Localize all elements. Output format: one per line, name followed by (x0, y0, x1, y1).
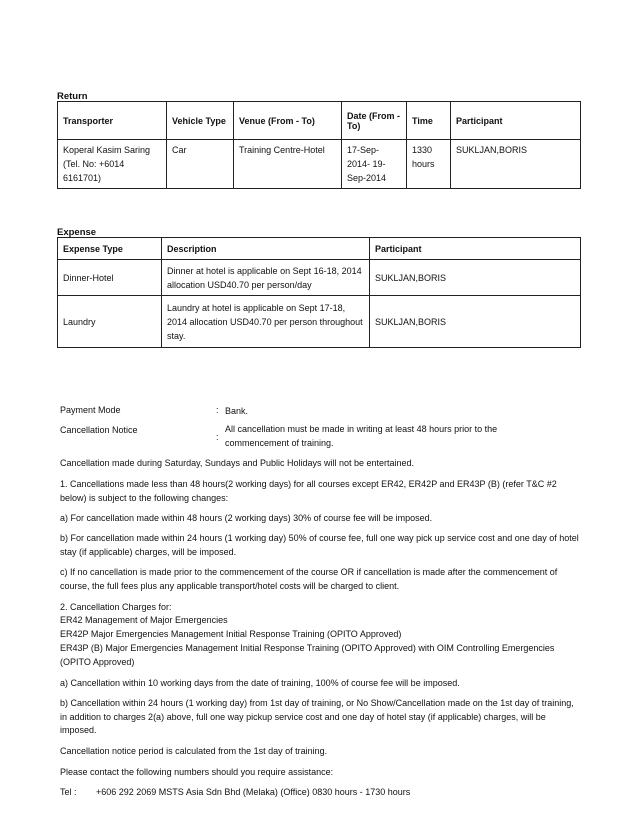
terms-paragraph-a: a) For cancellation made within 48 hours (2 working days) 30% of course fee will be imposed. (60, 513, 433, 523)
return-header-participant: Participant (451, 102, 581, 140)
return-cell-vehicle: Car (167, 140, 234, 189)
table-row (58, 260, 581, 296)
return-cell-date: 17-Sep-2014- 19-Sep-2014 (342, 140, 407, 189)
expense-cell-participant: SUKLJAN,BORIS (370, 260, 581, 296)
terms-paragraph-weekend: Cancellation made during Saturday, Sundays and Public Holidays will not be entertained. (60, 458, 415, 468)
expense-cell-type: Laundry (58, 296, 162, 348)
return-header-vehicle: Vehicle Type (167, 102, 234, 140)
cancellation-notice-colon: : (216, 432, 219, 442)
expense-section-title: Expense (57, 227, 97, 238)
terms-paragraph-b: b) For cancellation made within 24 hours (1 working day) 50% of course fee, full one way pick up service cost and one day of hotel stay (if applicable) charges, will be imposed. (60, 533, 579, 557)
cancellation-notice-label: Cancellation Notice (60, 425, 138, 435)
tel-label: Tel : (60, 787, 77, 797)
cancellation-notice-value: All cancellation must be made in writing at least 48 hours prior to the commencement of training. (225, 424, 498, 448)
table-row (58, 296, 581, 348)
terms-paragraph-48-hours: 1. Cancellations made less than 48 hours(2 working days) for all courses except ER42, ER42P and ER43P (B) (refer T&C #2 below) is subject to the following changes: (60, 479, 557, 503)
payment-mode-value: Bank. (225, 406, 249, 416)
expense-cell-description: Dinner at hotel is applicable on Sept 16-18, 2014 allocation USD40.70 per person/day (162, 260, 370, 296)
expense-table (57, 237, 581, 348)
return-cell-transporter: Koperal Kasim Saring (Tel. No: +6014 6161701) (58, 140, 167, 189)
expense-cell-participant: SUKLJAN,BORIS (370, 296, 581, 348)
return-header-venue: Venue (From - To) (234, 102, 342, 140)
expense-cell-description: Laundry at hotel is applicable on Sept 17-18, 2014 allocation USD40.70 per person throughout stay. (162, 296, 370, 348)
course-er42: ER42 Management of Major Emergencies (60, 615, 228, 625)
payment-mode-colon: : (216, 405, 219, 415)
return-table (57, 101, 581, 189)
course-er43p: ER43P (B) Major Emergencies Management Initial Response Training (OPITO Approved) with OIM Controlling Emergencies (OPITO Approved) (60, 643, 555, 667)
return-cell-time: 1330 hours (407, 140, 451, 189)
tel-value: +606 292 2069 MSTS Asia Sdn Bhd (Melaka) (Office) 0830 hours - 1730 hours (96, 787, 411, 797)
payment-mode-label: Payment Mode (60, 405, 121, 415)
course-er42p: ER42P Major Emergencies Management Initial Response Training (OPITO Approved) (60, 629, 402, 639)
expense-header-type: Expense Type (58, 238, 162, 260)
contact-prompt: Please contact the following numbers should you require assistance: (60, 767, 334, 777)
return-cell-participant: SUKLJAN,BORIS (451, 140, 581, 189)
notice-period-text: Cancellation notice period is calculated from the 1st day of training. (60, 746, 328, 756)
expense-cell-type: Dinner-Hotel (58, 260, 162, 296)
charges-paragraph-b: b) Cancellation within 24 hours (1 working day) from 1st day of training, or No Show/Cancellation made on the 1st day of training, in addition to charges 2(a) above, full one way pickup service cost and one day of hotel stay (if applicable) charges, will be imposed. (60, 698, 574, 735)
terms-paragraph-c: c) If no cancellation is made prior to the commencement of the course OR if cancellation is made after the commencement of course, the full fees plus any applicable transport/hotel costs will be charged to client. (60, 567, 558, 591)
return-header-date: Date (From - To) (342, 102, 407, 140)
expense-header-participant: Participant (370, 238, 581, 260)
charges-heading: 2. Cancellation Charges for: (60, 602, 172, 612)
return-section-title: Return (57, 91, 88, 102)
charges-paragraph-a: a) Cancellation within 10 working days from the date of training, 100% of course fee will be imposed. (60, 678, 460, 688)
return-header-time: Time (407, 102, 451, 140)
expense-header-description: Description (162, 238, 370, 260)
return-header-transporter: Transporter (58, 102, 167, 140)
return-cell-venue: Training Centre-Hotel (234, 140, 342, 189)
